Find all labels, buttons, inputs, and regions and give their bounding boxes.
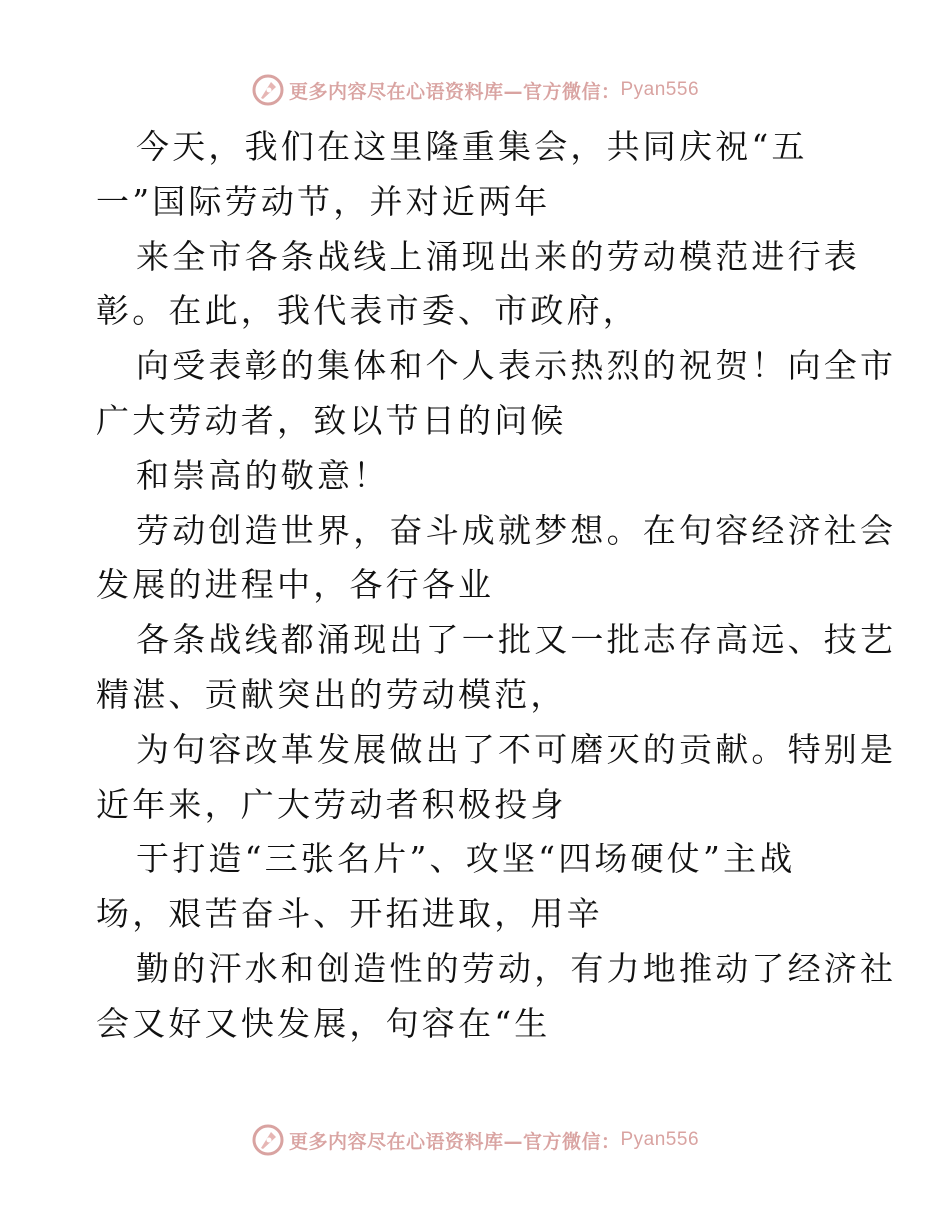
text-line: 近年来，广大劳动者积极投身	[96, 784, 567, 824]
watermark-id: Pyan556	[620, 1129, 700, 1150]
footer-watermark	[0, 1120, 950, 1160]
watermark-text: 更多内容尽在心语资料库—官方微信：	[288, 80, 621, 103]
text-line: 发展的进程中，各行各业	[96, 565, 495, 605]
header-watermark	[0, 70, 950, 110]
text-line: 彰。在此，我代表市委、市政府，	[96, 291, 639, 331]
text-line: 向受表彰的集体和个人表示热烈的祝贺！向全市	[136, 346, 897, 386]
text-line: 劳动创造世界，奋斗成就梦想。在句容经济社会	[136, 510, 897, 550]
pen-nib-logo-icon	[251, 1123, 285, 1157]
text-line: 各条战线都涌现出了一批又一批志存高远、技艺	[136, 620, 897, 660]
text-line: 和崇高的敬意！	[136, 455, 390, 495]
text-line: 一”国际劳动节，并对近两年	[96, 181, 551, 221]
text-line: 场，艰苦奋斗、开拓进取，用辛	[96, 894, 603, 934]
pen-nib-logo-icon	[251, 73, 285, 107]
text-line: 会又好又快发展，句容在“生	[96, 1003, 551, 1043]
text-line: 勤的汗水和创造性的劳动，有力地推动了经济社	[136, 948, 897, 988]
watermark-id: Pyan556	[620, 79, 700, 100]
text-line: 为句容改革发展做出了不可磨灭的贡献。特别是	[136, 729, 897, 769]
text-line: 来全市各条战线上涌现出来的劳动模范进行表	[136, 236, 860, 276]
text-line: 于打造“三张名片”、攻坚“四场硬仗”主战	[136, 839, 796, 879]
text-line: 广大劳动者，致以节日的问候	[96, 400, 567, 440]
text-line: 今天，我们在这里隆重集会，共同庆祝“五	[136, 127, 808, 166]
watermark-text: 更多内容尽在心语资料库—官方微信：	[288, 1130, 621, 1153]
text-line: 精湛、贡献突出的劳动模范，	[96, 674, 567, 714]
document-body	[96, 120, 897, 1052]
